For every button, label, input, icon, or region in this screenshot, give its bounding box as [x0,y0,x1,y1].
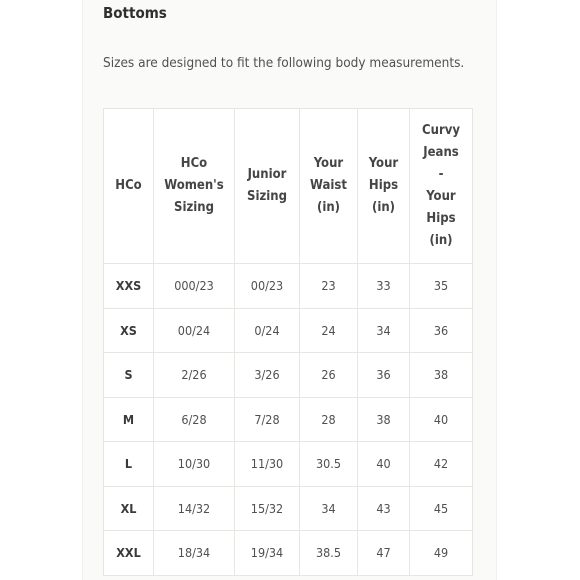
curvy-hips-cell: 40 [410,397,473,442]
curvy-hips-cell: 38 [410,353,473,398]
hips-cell: 40 [358,442,410,487]
header-line: Your [368,156,399,171]
womens-size-cell: 14/32 [154,486,235,531]
curvy-hips-cell: 45 [410,486,473,531]
hips-cell: 36 [358,353,410,398]
header-line: Sizing [174,200,214,215]
header-line: HCo [180,156,208,171]
size-chart-table [103,108,473,576]
size-cell: XXL [104,531,154,576]
waist-cell: 23 [300,264,358,309]
junior-size-cell: 15/32 [235,486,300,531]
womens-size-cell: 2/26 [154,353,235,398]
header-line: HCo [115,178,142,193]
table-row [104,486,473,531]
waist-cell: 38.5 [300,531,358,576]
womens-size-cell: 10/30 [154,442,235,487]
junior-size-cell: 11/30 [235,442,300,487]
header-waist [300,109,358,264]
header-hco [104,109,154,264]
curvy-hips-cell: 42 [410,442,473,487]
junior-size-cell: 19/34 [235,531,300,576]
waist-cell: 28 [300,397,358,442]
hips-cell: 38 [358,397,410,442]
waist-cell: 30.5 [300,442,358,487]
junior-size-cell: 3/26 [235,353,300,398]
womens-size-cell: 18/34 [154,531,235,576]
header-junior-sizing [235,109,300,264]
header-line: - [438,167,444,182]
table-row [104,531,473,576]
intro-text: Sizes are designed to fit the following body measurements. [103,55,465,71]
junior-size-cell: 0/24 [235,308,300,353]
table-row [104,353,473,398]
womens-size-cell: 6/28 [154,397,235,442]
header-line: Jeans [423,145,459,160]
size-cell: M [104,397,154,442]
header-line: Your [313,156,344,171]
header-line: Waist [310,178,347,193]
junior-size-cell: 00/23 [235,264,300,309]
header-line: Junior [247,167,287,182]
header-line: Hips [426,211,456,226]
hips-cell: 34 [358,308,410,353]
header-line: Hips [368,178,399,193]
hips-cell: 47 [358,531,410,576]
curvy-hips-cell: 49 [410,531,473,576]
size-cell: XL [104,486,154,531]
header-hips [358,109,410,264]
table-row [104,264,473,309]
size-cell: XXS [104,264,154,309]
hips-cell: 43 [358,486,410,531]
header-curvy-hips [410,109,473,264]
header-line: (in) [429,233,453,248]
hips-cell: 33 [358,264,410,309]
header-line: (in) [371,200,396,215]
womens-size-cell: 00/24 [154,308,235,353]
header-line: Sizing [247,189,287,204]
curvy-hips-cell: 36 [410,308,473,353]
header-line: Women's [164,178,224,193]
header-womens-sizing [154,109,235,264]
header-line: (in) [316,200,341,215]
table-row [104,397,473,442]
womens-size-cell: 000/23 [154,264,235,309]
waist-cell: 24 [300,308,358,353]
waist-cell: 26 [300,353,358,398]
header-line: Curvy [422,123,460,138]
table-row [104,442,473,487]
size-cell: XS [104,308,154,353]
table-row [104,308,473,353]
size-cell: S [104,353,154,398]
header-row [104,109,473,264]
waist-cell: 34 [300,486,358,531]
size-cell: L [104,442,154,487]
section-title: Bottoms [103,4,167,22]
header-line: Your [426,189,456,204]
junior-size-cell: 7/28 [235,397,300,442]
curvy-hips-cell: 35 [410,264,473,309]
